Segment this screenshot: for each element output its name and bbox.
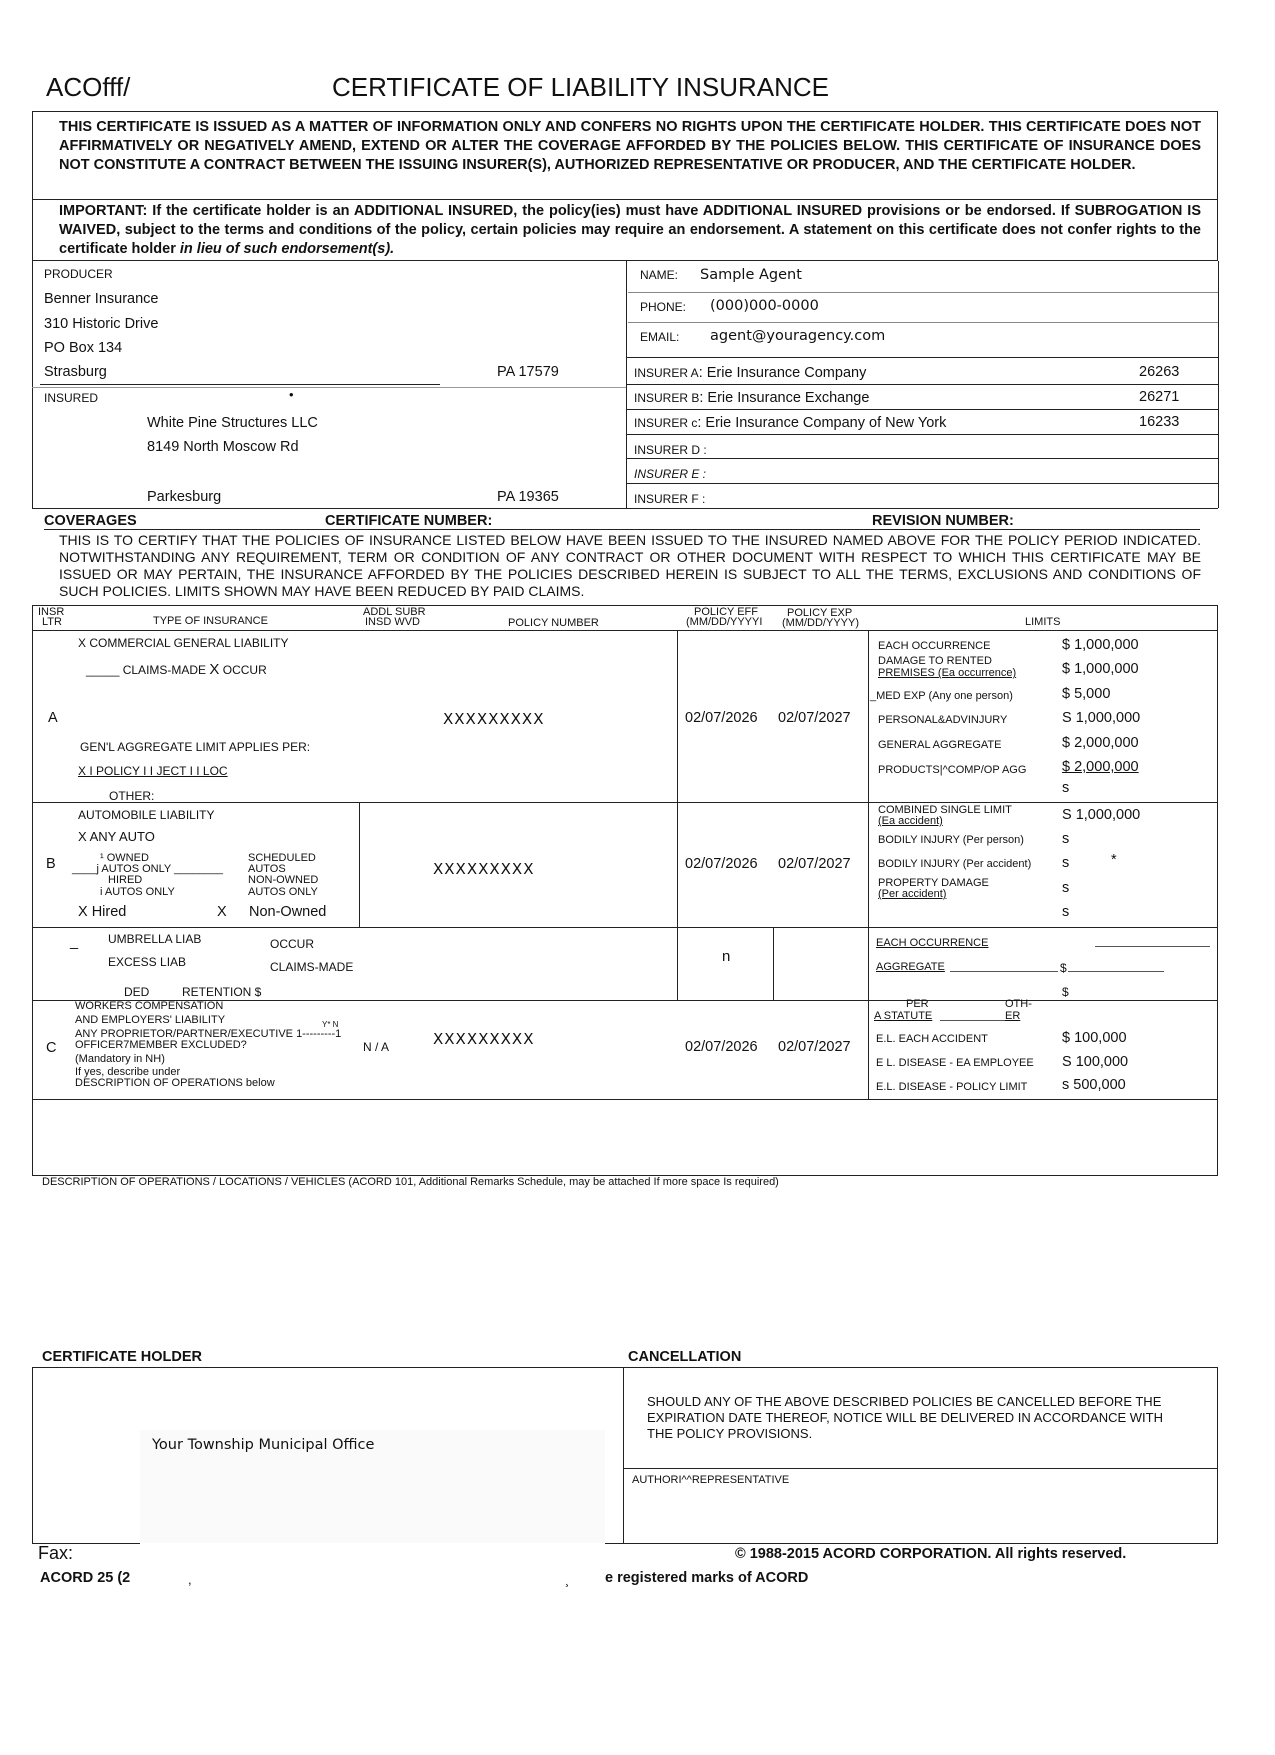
acord-logo: ACOfff/ bbox=[46, 72, 131, 102]
contact-name-label: NAME: bbox=[640, 268, 679, 282]
umbrella-occur: OCCUR bbox=[270, 937, 314, 951]
wc-line-6: If yes, describe under bbox=[75, 1066, 181, 1078]
wc-yes-no: Y* N bbox=[322, 1020, 339, 1029]
gl-policy-checkboxes: X I POLICY I I JECT I I LOC bbox=[78, 764, 228, 778]
insured-city: Parkesburg bbox=[147, 489, 222, 505]
insurer-b-name: : Erie Insurance Exchange bbox=[699, 390, 870, 406]
gl-limit-each-occurrence: EACH OCCURRENCE bbox=[878, 640, 991, 652]
footer-mark-1: , bbox=[188, 1572, 192, 1587]
notice-paragraph: THIS CERTIFICATE IS ISSUED AS A MATTER OF INFORMATION ONLY AND CONFERS NO RIGHTS UPON THE CERTIFICATE HOLDER. THIS CERTIFICATE DOES NOT AFFIRMATIVELY OR NEGATIVELY AMEND, EXTEND OR ALTER THE COVERAGE AFFORDED BY THE POLICIES BELOW. THIS CERTIFICATE OF INSURANCE DOES NOT CONSTITUTE A CONTRACT BETWEEN THE ISSUING INSURER(S), AUTHORIZED REPRESENTATIVE OR PRODUCER, AND THE CERTIFICATE HOLDER. bbox=[59, 119, 1201, 173]
wc-na: N / A bbox=[363, 1040, 390, 1054]
header-eff: POLICY EFF bbox=[694, 606, 758, 618]
cancellation-label: CANCELLATION bbox=[628, 1349, 742, 1365]
insurer-c-prefix: INSURER c bbox=[634, 416, 698, 430]
auto-value-pd: s bbox=[1062, 880, 1070, 896]
insured-name: White Pine Structures LLC bbox=[147, 415, 318, 431]
auto-limit-pd-2: (Per accident) bbox=[878, 888, 947, 900]
gl-insurer-letter: A bbox=[48, 710, 58, 726]
header-policy-number: POLICY NUMBER bbox=[508, 617, 599, 629]
contact-email-label: EMAIL: bbox=[640, 330, 680, 344]
auto-nonowned-label: Non-Owned bbox=[249, 904, 327, 920]
contact-phone-label: PHONE: bbox=[640, 300, 687, 314]
contact-email: agent@youragency.com bbox=[710, 328, 886, 344]
auto-nonowned-mark: X bbox=[217, 904, 227, 920]
insurer-e: INSURER E : bbox=[634, 467, 707, 481]
insurer-f: INSURER F : bbox=[634, 492, 706, 506]
auto-limit-pd: PROPERTY DAMAGE bbox=[878, 877, 989, 889]
auto-insurer-letter: B bbox=[46, 856, 56, 872]
insured-state-zip: PA 19365 bbox=[497, 489, 559, 505]
gl-occur-mark: X bbox=[209, 661, 220, 678]
gl-value-each-occurrence: $ 1,000,000 bbox=[1062, 637, 1139, 653]
producer-po-box: PO Box 134 bbox=[44, 340, 123, 356]
insurer-a bbox=[634, 364, 866, 382]
auto-scheduled-autos: AUTOS bbox=[248, 863, 286, 875]
auto-owned-only: ____j AUTOS ONLY ________ bbox=[72, 863, 224, 875]
auto-value-csl: S 1,000,000 bbox=[1062, 807, 1141, 823]
producer-name: Benner Insurance bbox=[44, 291, 159, 307]
important-text: IMPORTANT: If the certificate holder is an ADDITIONAL INSURED, the policy(ies) must have ADDITIONAL INSURED provisions or be endorsed. If SUBROGATION IS WAIVED, subject to the terms and conditions of the policy, certain policies may require an endorsement. A statement on this certificate does not confer rights to the certificate holder bbox=[59, 203, 1201, 257]
insurer-a-naic: 26263 bbox=[1139, 364, 1180, 380]
insured-label: INSURED bbox=[44, 391, 99, 405]
page-title: CERTIFICATE OF LIABILITY INSURANCE bbox=[332, 72, 829, 102]
insured-dot: • bbox=[289, 387, 294, 402]
wc-description bbox=[75, 1000, 341, 1089]
gl-limit-general-aggregate: GENERAL AGGREGATE bbox=[878, 739, 1002, 751]
auto-eff-date: 02/07/2026 bbox=[685, 856, 758, 872]
auto-value-blank: s bbox=[1062, 904, 1070, 920]
wc-value-each-accident: $ 100,000 bbox=[1062, 1030, 1127, 1046]
auto-value-bi-accident: s bbox=[1062, 855, 1070, 871]
auto-policy-number: XXXXXXXXX bbox=[433, 860, 535, 878]
gl-claims-made bbox=[86, 661, 267, 678]
auto-any-auto: X ANY AUTO bbox=[78, 829, 155, 844]
umbrella-dash: _ bbox=[70, 934, 79, 950]
revision-number-label: REVISION NUMBER: bbox=[872, 513, 1014, 529]
insurer-a-name: : Erie Insurance Company bbox=[698, 365, 867, 381]
wc-value-disease-policy: s 500,000 bbox=[1062, 1077, 1126, 1093]
fax-label: Fax: bbox=[38, 1543, 74, 1563]
auto-exp-date: 02/07/2027 bbox=[778, 856, 851, 872]
gl-limit-damage-rented-2: PREMISES (Ea occurrence) bbox=[878, 667, 1017, 679]
header-exp: POLICY EXP bbox=[787, 607, 853, 619]
gl-limit-med-exp: _MED EXP (Any one person) bbox=[870, 690, 1013, 702]
coverages-label: COVERAGES bbox=[44, 513, 137, 529]
producer-address: 310 Historic Drive bbox=[44, 316, 159, 332]
gl-claims-blank: _____ bbox=[86, 663, 120, 677]
wc-per: PER bbox=[906, 998, 929, 1010]
wc-policy-number: XXXXXXXXX bbox=[433, 1030, 535, 1048]
wc-limit-disease-policy: E.L. DISEASE - POLICY LIMIT bbox=[876, 1081, 1028, 1093]
insurer-b bbox=[634, 389, 869, 407]
authorized-representative: AUTHORI^^REPRESENTATIVE bbox=[632, 1474, 790, 1486]
header-limits: LIMITS bbox=[1025, 616, 1061, 628]
auto-hired-mark: X Hired bbox=[78, 904, 127, 920]
producer-city: Strasburg bbox=[44, 364, 107, 380]
coverage-table bbox=[32, 605, 1218, 1176]
wc-insurer-letter: C bbox=[46, 1040, 57, 1056]
umbrella-each-occurrence: EACH OCCURRENCE bbox=[876, 937, 989, 949]
insurer-c bbox=[634, 414, 946, 432]
producer-label: PRODUCER bbox=[44, 267, 113, 281]
wc-line-3: ANY PROPRIETOR/PARTNER/EXECUTIVE 1---------1 bbox=[75, 1028, 342, 1040]
gl-value-blank: s bbox=[1062, 780, 1070, 796]
certificate-holder-label: CERTIFICATE HOLDER bbox=[42, 1349, 203, 1365]
gl-limit-personal-adv: PERSONAL&ADVINJURY bbox=[878, 714, 1008, 726]
description-label: DESCRIPTION OF OPERATIONS / LOCATIONS / VEHICLES (ACORD 101, Additional Remarks Schedule, may be attached If more space Is required) bbox=[42, 1176, 779, 1188]
contact-phone: (000)000-0000 bbox=[710, 298, 819, 314]
holder-name: Your Township Municipal Office bbox=[152, 1437, 375, 1453]
gl-value-products: $ 2,000,000 bbox=[1062, 759, 1139, 775]
header-ltr: LTR bbox=[42, 616, 62, 628]
auto-value-bi-person: s bbox=[1062, 831, 1070, 847]
wc-limit-each-accident: E.L. EACH ACCIDENT bbox=[876, 1033, 988, 1045]
umbrella-ded: DED bbox=[124, 985, 150, 999]
copyright: © 1988-2015 ACORD CORPORATION. All rights reserved. bbox=[735, 1546, 1127, 1562]
wc-exp-date: 02/07/2027 bbox=[778, 1039, 851, 1055]
gl-exp-date: 02/07/2027 bbox=[778, 710, 851, 726]
umbrella-liab: UMBRELLA LIAB bbox=[108, 932, 202, 946]
umbrella-last-value: $ bbox=[1062, 985, 1069, 999]
auto-hired-only: i AUTOS ONLY bbox=[100, 886, 175, 898]
wc-line-7: DESCRIPTION OF OPERATIONS below bbox=[75, 1077, 275, 1089]
header-addl: ADDL SUBR bbox=[363, 606, 426, 618]
gl-value-damage-rented: $ 1,000,000 bbox=[1062, 661, 1139, 677]
wc-er: ER bbox=[1005, 1010, 1021, 1022]
contact-name: Sample Agent bbox=[700, 267, 802, 283]
gl-policy-number: XXXXXXXXX bbox=[443, 710, 545, 728]
registered-marks: e registered marks of ACORD bbox=[605, 1570, 809, 1586]
auto-limit-bi-person: BODILY INJURY (Per person) bbox=[878, 834, 1024, 846]
wc-oth: OTH- bbox=[1005, 998, 1032, 1010]
wc-limit-disease-employee: E L. DISEASE - EA EMPLOYEE bbox=[876, 1057, 1034, 1069]
wc-statute: A STATUTE bbox=[874, 1010, 933, 1022]
wc-value-disease-employee: S 100,000 bbox=[1062, 1054, 1129, 1070]
wc-line-4: OFFICER7MEMBER EXCLUDED? bbox=[75, 1039, 247, 1051]
insurer-b-prefix: INSURER B bbox=[634, 391, 700, 405]
insurer-b-naic: 26271 bbox=[1139, 389, 1180, 405]
gl-eff-date: 02/07/2026 bbox=[685, 710, 758, 726]
header-insd: INSD WVD bbox=[365, 616, 420, 628]
gl-limit-damage-rented: DAMAGE TO RENTED bbox=[878, 655, 992, 667]
insurer-c-name: : Erie Insurance Company of New York bbox=[697, 415, 947, 431]
umbrella-claims-made: CLAIMS-MADE bbox=[270, 960, 354, 974]
gl-value-general-aggregate: $ 2,000,000 bbox=[1062, 735, 1139, 751]
gl-occur-label: OCCUR bbox=[222, 663, 267, 677]
auto-limit-bi-accident: BODILY INJURY (Per accident) bbox=[878, 858, 1032, 870]
certify-paragraph: THIS IS TO CERTIFY THAT THE POLICIES OF INSURANCE LISTED BELOW HAVE BEEN ISSUED TO THE INSURED NAMED ABOVE FOR THE POLICY PERIOD INDICATED. NOTWITHSTANDING ANY REQUIREMENT, TERM OR CONDITION OF ANY CONTRACT OR OTHER DOCUMENT WITH RESPECT TO WHICH THIS CERTIFICATE MAY BE ISSUED OR MAY PERTAIN, THE INSURANCE AFFORDED BY THE POLICIES DESCRIBED HEREIN IS SUBJECT TO ALL THE TERMS, EXCLUSIONS AND CONDITIONS OF SUCH POLICIES. LIMITS SHOWN MAY HAVE BEEN REDUCED BY PAID CLAIMS. bbox=[59, 532, 1201, 599]
header-exp-format: (MM/DD/YYYY) bbox=[782, 617, 859, 629]
auto-scheduled: SCHEDULED bbox=[248, 852, 316, 864]
gl-claims-label: CLAIMS-MADE bbox=[122, 663, 207, 677]
gl-value-personal-adv: S 1,000,000 bbox=[1062, 710, 1141, 726]
important-italic: in lieu of such endorsement(s). bbox=[179, 241, 395, 257]
certificate-number-label: CERTIFICATE NUMBER: bbox=[325, 513, 493, 529]
auto-title: AUTOMOBILE LIABILITY bbox=[78, 808, 215, 822]
insurer-c-naic: 16233 bbox=[1139, 414, 1180, 430]
auto-non-owned: NON-OWNED bbox=[248, 874, 319, 886]
insurer-a-prefix: INSURER A bbox=[634, 366, 699, 380]
excess-liab: EXCESS LIAB bbox=[108, 955, 187, 969]
gl-limit-products: PRODUCTS|^COMP/OP AGG bbox=[878, 764, 1027, 776]
auto-owned: ¹ OWNED bbox=[100, 852, 149, 864]
footer-mark-2: ¸ bbox=[565, 1572, 570, 1587]
cancellation-text: SHOULD ANY OF THE ABOVE DESCRIBED POLICIES BE CANCELLED BEFORE THE EXPIRATION DATE THEREOF, NOTICE WILL BE DELIVERED IN ACCORDANCE WITH THE POLICY PROVISIONS. bbox=[647, 1394, 1163, 1441]
auto-star: * bbox=[1111, 852, 1117, 868]
insured-address: 8149 North Moscow Rd bbox=[147, 439, 299, 455]
wc-eff-date: 02/07/2026 bbox=[685, 1039, 758, 1055]
auto-hired: HIRED bbox=[108, 874, 143, 886]
umbrella-retention: RETENTION $ bbox=[182, 985, 262, 999]
umbrella-aggregate-value: $ bbox=[1060, 961, 1067, 975]
umbrella-n-mark: n bbox=[722, 948, 731, 965]
auto-non-owned-only: AUTOS ONLY bbox=[248, 886, 318, 898]
umbrella-aggregate: AGGREGATE bbox=[876, 961, 945, 973]
wc-line-1: WORKERS COMPENSATION bbox=[75, 1000, 224, 1012]
gl-aggregate-applies: GEN'L AGGREGATE LIMIT APPLIES PER: bbox=[80, 740, 311, 754]
header-type: TYPE OF INSURANCE bbox=[153, 615, 268, 627]
insurer-d: INSURER D : bbox=[634, 443, 707, 457]
header-eff-format: (MM/DD/YYYYI bbox=[686, 616, 763, 628]
gl-other: OTHER: bbox=[109, 789, 155, 803]
auto-limit-csl: COMBINED SINGLE LIMIT bbox=[878, 804, 1012, 816]
gl-title: X COMMERCIAL GENERAL LIABILITY bbox=[78, 636, 289, 650]
auto-limit-csl-2: (Ea accident) bbox=[878, 815, 943, 827]
gl-value-med-exp: $ 5,000 bbox=[1062, 686, 1111, 702]
producer-state-zip: PA 17579 bbox=[497, 364, 559, 380]
wc-line-2: AND EMPLOYERS' LIABILITY bbox=[75, 1014, 226, 1026]
header-insr: INSR bbox=[38, 606, 65, 618]
acord-form-number: ACORD 25 (2 bbox=[40, 1570, 131, 1586]
wc-line-5: (Mandatory in NH) bbox=[75, 1053, 165, 1065]
important-paragraph bbox=[59, 202, 1201, 259]
